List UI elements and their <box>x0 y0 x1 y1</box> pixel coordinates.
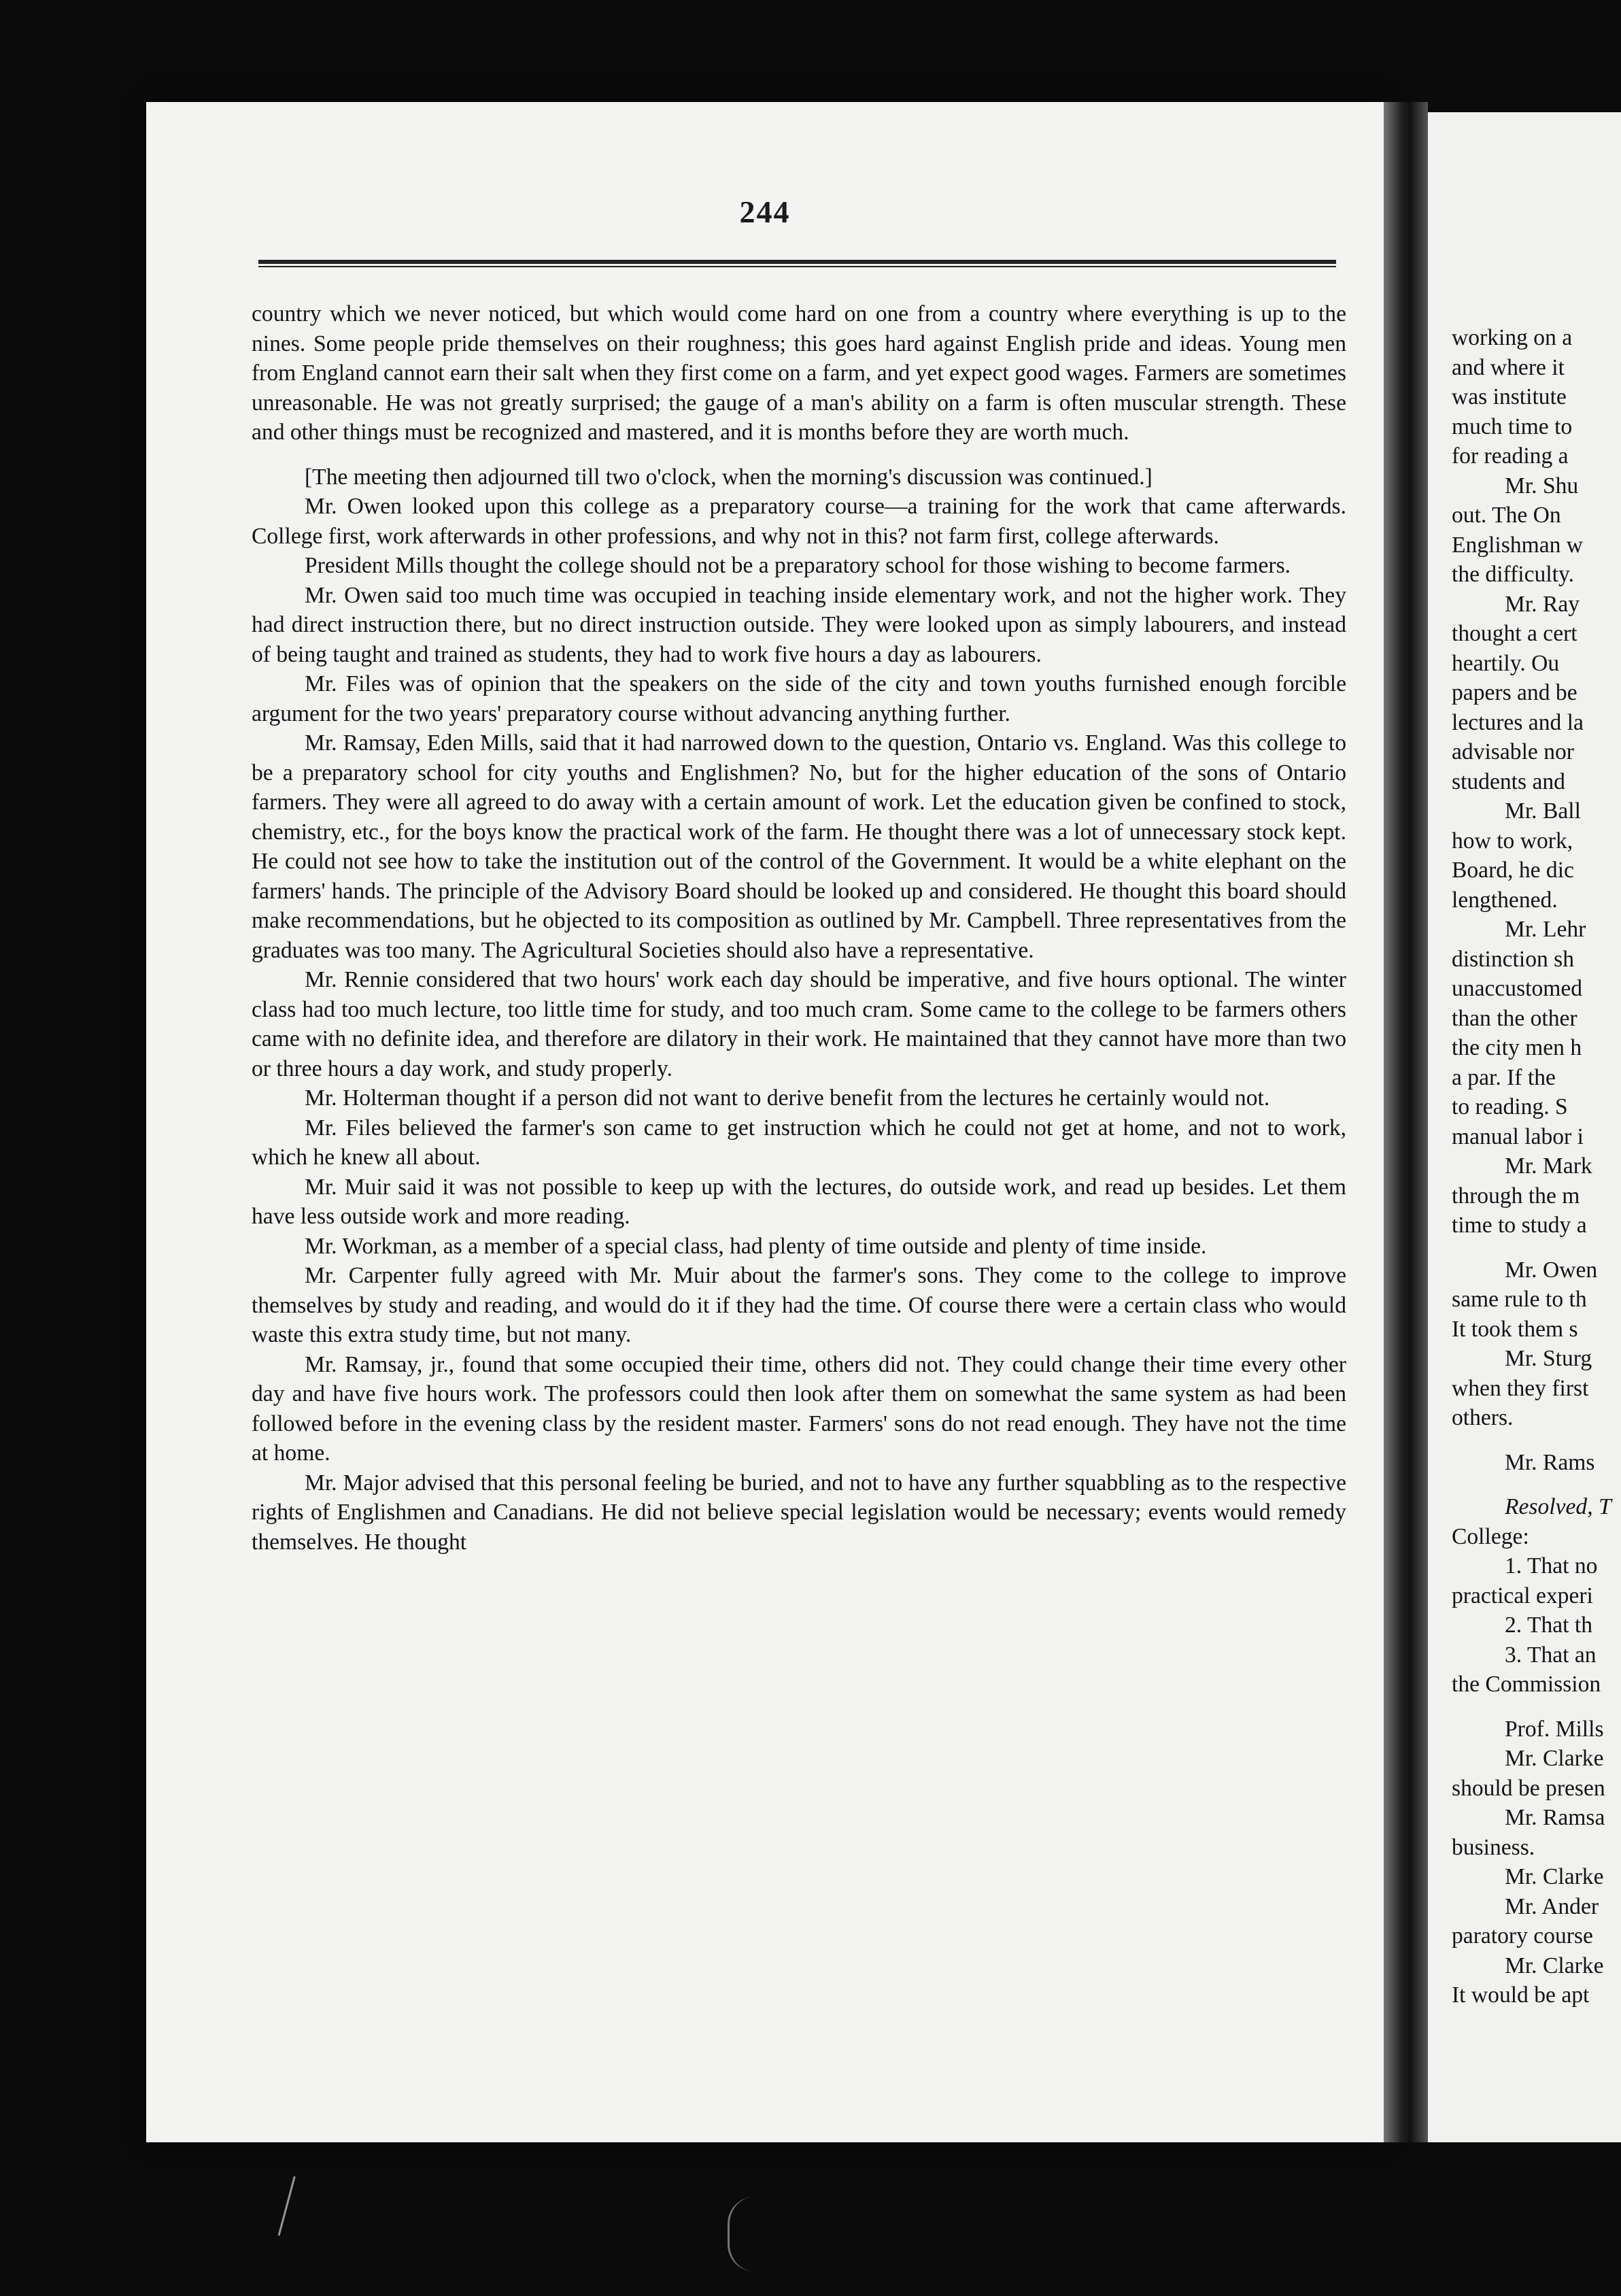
text-line: 1. That no <box>1505 1553 1598 1578</box>
paragraph: country which we never noticed, but which would come hard on one from a country where everything is up to the nines. Some people pride themselves on their roughness; this goes hard against English pride and ideas. Young men from England cannot earn their salt when they first come on a farm, and yet expect good wages. Farmers are sometimes unreasonable. He was not greatly surprised; the gauge of a man's ability on a farm is often muscular strength. These and other things must be recognized and mastered, and it is months before they are worth much. <box>252 301 1346 445</box>
text-line: Mr. Ray <box>1505 591 1580 617</box>
text-line: the city men h <box>1452 1035 1582 1060</box>
text-line: Resolved, T <box>1505 1494 1611 1519</box>
text-line: distinction sh <box>1452 946 1575 972</box>
text-line: Englishman w <box>1452 532 1584 558</box>
text-line: lengthened. <box>1452 887 1558 913</box>
text-line: and where it <box>1452 354 1565 380</box>
book-gutter <box>1384 102 1428 2142</box>
text-line: students and <box>1452 769 1565 794</box>
text-line: Board, he dic <box>1452 858 1574 883</box>
text-line: Mr. Owen <box>1505 1257 1598 1283</box>
film-scratch <box>278 2176 303 2238</box>
text-line: unaccustomed <box>1452 976 1583 1001</box>
paragraph: Mr. Owen looked upon this college as a preparatory course—a training for the work that came afterwards. College first, work afterwards in other professions, and why not in this? not farm first, college afterwards. <box>252 494 1346 549</box>
text-line: the Commission <box>1452 1672 1601 1697</box>
text-line: how to work, <box>1452 828 1573 854</box>
text-line: much time to <box>1452 413 1573 439</box>
paragraph: Mr. Files was of opinion that the speakers on the side of the city and town youths furnished enough forcible argument for the two years' preparatory course without advancing anything further. <box>252 671 1346 726</box>
text-line: 2. That th <box>1505 1613 1593 1638</box>
text-line: than the other <box>1452 1005 1577 1031</box>
paragraph: [The meeting then adjourned till two o'clock, when the morning's discussion was continued.] <box>305 464 1153 490</box>
text-line: College: <box>1452 1523 1529 1549</box>
text-line: Mr. Mark <box>1505 1153 1592 1179</box>
text-line: manual labor i <box>1452 1124 1584 1149</box>
paragraph: Mr. Workman, as a member of a special class, had plenty of time outside and plenty of time inside. <box>305 1233 1207 1259</box>
text-line: practical experi <box>1452 1583 1593 1608</box>
paragraph: Mr. Files believed the farmer's son came to get instruction which he could not get at home, and not to work, which he knew all about. <box>252 1115 1346 1170</box>
text-line: It would be apt <box>1452 1982 1590 2008</box>
text-line: papers and be <box>1452 680 1577 705</box>
text-line: Mr. Clarke <box>1505 1864 1604 1889</box>
text-line: time to study a <box>1452 1213 1587 1238</box>
paragraph: Mr. Holterman thought if a person did not want to derive benefit from the lectures he certainly would not. <box>305 1085 1270 1111</box>
text-line: advisable nor <box>1452 739 1574 764</box>
header-rule <box>258 260 1336 267</box>
text-line: paratory course <box>1452 1923 1593 1948</box>
text-line: thought a cert <box>1452 621 1577 646</box>
text-line: same rule to th <box>1452 1287 1587 1312</box>
text-line: lectures and la <box>1452 709 1584 735</box>
text-line: Mr. Lehr <box>1505 917 1586 942</box>
text-line: Mr. Ander <box>1505 1893 1599 1919</box>
text-line: heartily. Ou <box>1452 650 1560 676</box>
text-line: through the m <box>1452 1183 1580 1209</box>
text-line: Mr. Ramsa <box>1505 1805 1605 1830</box>
text-line: Mr. Clarke <box>1505 1746 1604 1771</box>
page-number: 244 <box>739 195 791 229</box>
text-line: out. The On <box>1452 503 1561 528</box>
text-line: Mr. Ball <box>1505 798 1581 824</box>
text-line: Mr. Rams <box>1505 1449 1595 1475</box>
text-line: working on a <box>1452 325 1573 350</box>
text-line: business. <box>1452 1834 1535 1860</box>
text-line: others. <box>1452 1405 1514 1430</box>
left-page-body <box>252 299 1346 1557</box>
text-line: Mr. Clarke <box>1505 1953 1604 1978</box>
paragraph: Mr. Owen said too much time was occupied in teaching inside elementary work, and not the higher work. They had direct instruction there, but no direct instruction outside. They were looked upon as simply labourers, and instead of being taught and trained as students, they had to work five hours a day as labourers. <box>252 582 1346 667</box>
right-page-body <box>1452 323 1621 2010</box>
text-line: was institute <box>1452 384 1567 409</box>
paragraph: Mr. Ramsay, jr., found that some occupied their time, others did not. They could change their time every other day and have five hours work. The professors could then look after them on somewhat the same system as had been followed before in the evening class by the resident master. Farmers' sons do not read enough. They have not the time at home. <box>252 1351 1346 1466</box>
text-line: Mr. Shu <box>1505 473 1579 499</box>
text-line: a par. If the <box>1452 1064 1556 1090</box>
right-page <box>1428 112 1621 2142</box>
paragraph: President Mills thought the college should not be a preparatory school for those wishing to become farmers. <box>305 553 1291 578</box>
text-line: should be presen <box>1452 1775 1605 1801</box>
left-page <box>146 102 1384 2142</box>
paragraph: Mr. Rennie considered that two hours' work each day should be imperative, and five hours optional. The winter class had too much lecture, too little time for study, and too much cram. Some came to the college to be farmers others came with no definite idea, and therefore are dilatory in their work. He maintained that they cannot have more than two or three hours a day work, and study properly. <box>252 967 1346 1081</box>
text-line: Mr. Sturg <box>1505 1346 1592 1371</box>
text-line: to reading. S <box>1452 1094 1568 1119</box>
paragraph: Mr. Ramsay, Eden Mills, said that it had narrowed down to the question, Ontario vs. England. Was this college to be a preparatory school for city youths and Englishmen? No, but for the higher education of the sons of Ontario farmers. They were all agreed to do away with a certain amount of work. Let the education given be confined to stock, chemistry, etc., for the boys know the practical work of the farm. He thought there was a lot of unnecessary stock kept. He could not see how to take the institution out of the control of the Government. It would be a white elephant on the farmers' hands. The principle of the Advisory Board should be looked up and considered. He thought this board should make recommendations, but he objected to its composition as outlined by Mr. Campbell. Three representatives from the graduates was too many. The Agricultural Societies should also have a representative. <box>252 730 1346 963</box>
paragraph: Mr. Carpenter fully agreed with Mr. Muir about the farmer's sons. They come to the college to improve themselves by study and reading, and would do it if they had the time. Of course there were a certain class who would waste this extra study time, but not many. <box>252 1263 1346 1347</box>
text-line: the difficulty. <box>1452 562 1574 587</box>
text-line: 3. That an <box>1505 1642 1597 1668</box>
text-line: Prof. Mills <box>1505 1716 1604 1742</box>
paragraph: Mr. Muir said it was not possible to keep up with the lectures, do outside work, and read up besides. Let them have less outside work and more reading. <box>252 1174 1346 1229</box>
paragraph: Mr. Major advised that this personal feeling be buried, and not to have any further squabbling as to the respective rights of Englishmen and Canadians. He did not believe special legislation would be necessary; events would remedy themselves. He thought <box>252 1470 1346 1555</box>
text-line: It took them s <box>1452 1316 1578 1342</box>
text-line: when they first <box>1452 1375 1589 1401</box>
film-scratch <box>728 2197 757 2272</box>
text-line: for reading a <box>1452 443 1569 469</box>
